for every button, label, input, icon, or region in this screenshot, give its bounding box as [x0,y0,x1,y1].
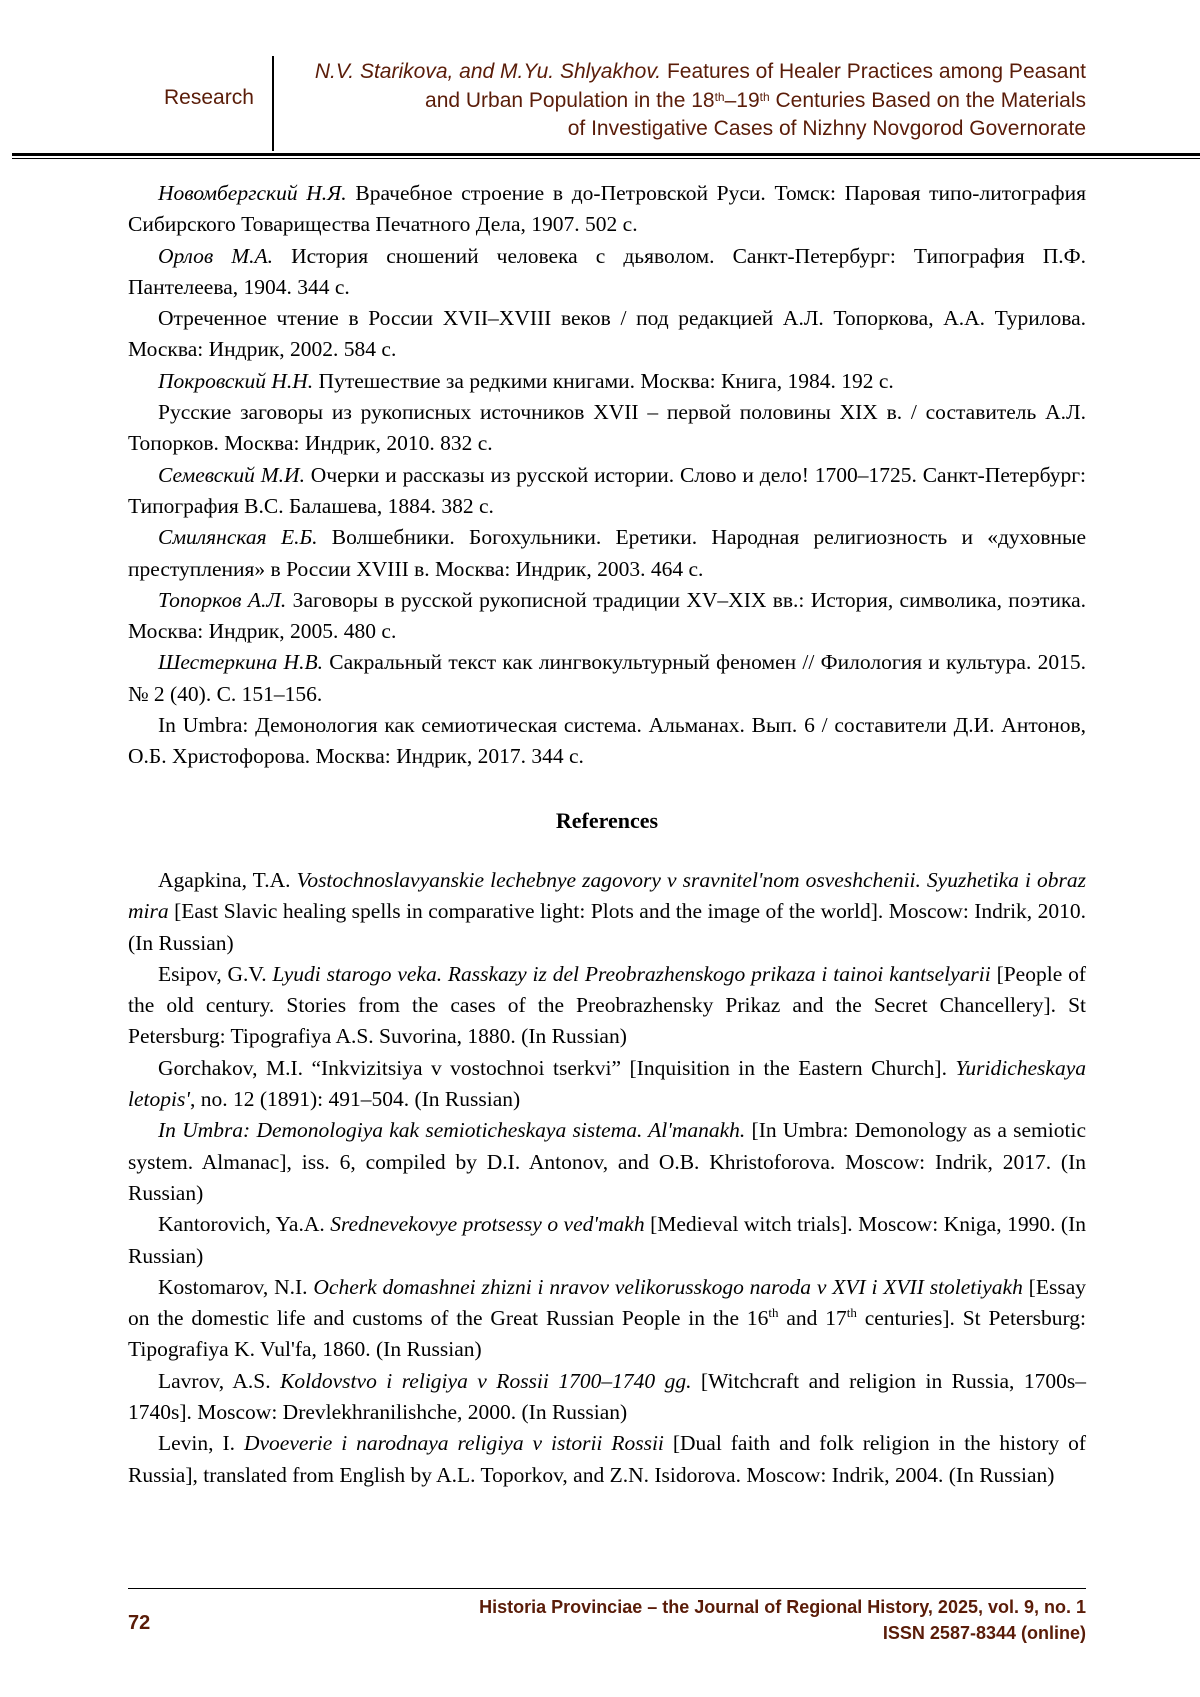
reference-title: Srednevekovye protsessy o ved'makh [330,1212,645,1237]
reference-author: Esipov, G.V. [158,961,273,986]
reference-details: [Dual faith and folk religion in the history of Russia], translated from English by A.L. Toporkov, and Z.N. Isidorova. Moscow: Indrik, 2004. (In Russian) [128,1431,1086,1487]
page-content [128,178,1086,1491]
reference-author: Kostomarov, N.I. [158,1274,314,1299]
journal-issn: ISSN 2587-8344 (online) [882,1623,1086,1643]
running-title [266,58,1086,144]
reference-details: [Medieval witch trials]. Moscow: Kniga, 1990. (In Russian) [128,1212,1086,1268]
reference-superscript: th [768,1305,779,1321]
running-title-authors: N.V. Starikova, and M.Yu. Shlyakhov. [314,60,662,83]
running-title-line-1 [266,58,1086,87]
reference-title: In Umbra: Demonologiya kak semioticheskaya sistema. Al'manakh. [158,1118,746,1143]
bibliography-entry [128,366,1086,397]
bibliography-entry [128,460,1086,523]
reference-title: Ocherk domashnei zhizni i nravov velikorusskogo naroda v XVI i XVII stoletiyakh [313,1274,1023,1299]
reference-entry [128,1053,1086,1116]
reference-author: Lavrov, A.S. [158,1368,281,1393]
header-rule-thin [12,158,1200,159]
running-title-text-1: Features of Healer Practices among Peasant [661,60,1086,83]
running-title-sup-1: th [714,89,725,104]
bibliography-entry [128,585,1086,648]
bibliography-entry [128,397,1086,460]
bibliography-text: Волшебники. Богохульники. Еретики. Народная религиозность и «духовные преступления» в России XVIII в. Москва: Индрик, 2003. 464 с. [128,525,1086,581]
reference-entry [128,959,1086,1053]
reference-author: Kantorovich, Ya.A. [158,1212,331,1237]
header-rule-thick [12,153,1200,156]
reference-author: Levin, I. [158,1431,244,1456]
reference-details: [People of the old century. Stories from the cases of the Preobrazhensky Prikaz and the Secret Chancellery]. St Petersburg: Tipografiya A.S. Suvorina, 1880. (In Russian) [128,961,1086,1049]
page-number: 72 [128,1612,151,1634]
reference-details: [East Slavic healing spells in comparative light: Plots and the image of the world]. Moscow: Indrik, 2010. (In Russian) [128,899,1086,955]
reference-details: [Witchcraft and religion in Russia, 1700s–1740s]. Moscow: Drevlekhranilishche, 2000. (In Russian) [128,1368,1086,1424]
bibliography-text: История сношений человека с дьяволом. Санкт-Петербург: Типография П.Ф. Пантелеева, 1904. 344 с. [128,243,1086,299]
running-title-line-2 [266,87,1086,116]
bibliography-entry [128,303,1086,366]
bibliography-author: Топорков А.Л. [158,587,287,612]
bibliography-text: Сакральный текст как лингвокультурный феномен // Филология и культура. 2015. № 2 (40). С. 151–156. [128,650,1086,706]
reference-superscript: th [846,1305,857,1321]
running-title-text-2a: and Urban Population in the 18 [425,88,715,112]
bibliography-text: Врачебное строение в до-Петровской Руси. Томск: Паровая типо-литография Сибирского Товарищества Печатного Дела, 1907. 502 с. [128,181,1087,237]
reference-entry [128,1428,1086,1491]
reference-entry [128,1209,1086,1272]
bibliography-text: Заговоры в русской рукописной традиции XV–XIX вв.: История, символика, поэтика. Москва: Индрик, 2005. 480 с. [128,587,1086,644]
bibliography-text: Русские заговоры из рукописных источников XVII – первой половины XIX в. / составитель А.Л. Топорков. Москва: Индрик, 2010. 832 с. [128,400,1086,456]
running-title-sup-2: th [759,89,770,104]
running-title-line-3: of Investigative Cases of Nizhny Novgorod Governorate [567,117,1086,140]
bibliography-list [128,178,1086,773]
bibliography-entry [128,647,1086,710]
references-list [128,865,1086,1491]
bibliography-entry [128,241,1086,304]
reference-details: centuries]. St Petersburg: Tipografiya K. Vul'fa, 1860. (In Russian) [128,1306,1086,1362]
reference-entry [128,865,1086,959]
reference-details: [In Umbra: Demonology as a semiotic system. Almanac], iss. 6, compiled by D.I. Antonov, and O.B. Khristoforova. Moscow: Indrik, 2017. (In Russian) [128,1118,1086,1205]
reference-title: Vostochnoslavyanskie lechebnye zagovory v sravnitel'nom osveshchenii. Syuzhetika i obraz mira [128,867,1086,924]
bibliography-text: Отреченное чтение в России XVII–XVIII веков / под редакцией А.Л. Топоркова, А.А. Турилова. Москва: Индрик, 2002. 584 с. [128,306,1086,362]
bibliography-text: Очерки и рассказы из русской истории. Слово и дело! 1700–1725. Санкт-Петербург: Типография В.С. Балашева, 1884. 382 с. [128,462,1086,518]
bibliography-text: Путешествие за редкими книгами. Москва: Книга, 1984. 192 с. [313,368,894,393]
reference-title: Koldovstvo i religiya v Rossii 1700–1740 gg. [280,1368,692,1393]
reference-title: Lyudi starogo veka. Rasskazy iz del Preobrazhenskogo prikaza i tainoi kantselyarii [272,961,991,986]
bibliography-author: Смилянская Е.Б. [158,525,318,550]
reference-author: Gorchakov, M.I. “Inkvizitsiya v vostochnoi tserkvi” [Inquisition in the Eastern Church]. [158,1055,956,1080]
running-title-text-2b: –19 [724,88,760,112]
footer-rule [128,1588,1086,1589]
journal-info [479,1594,1086,1646]
bibliography-author: Семевский М.И. [158,462,305,487]
reference-entry [128,1272,1086,1366]
running-title-text-2c: Centuries Based on the Materials [769,88,1086,112]
bibliography-author: Шестеркина Н.В. [158,650,323,675]
reference-entry [128,1366,1086,1429]
bibliography-entry [128,522,1086,585]
references-heading: References [555,807,659,833]
reference-details: , no. 12 (1891): 491–504. (In Russian) [189,1087,521,1112]
bibliography-text: In Umbra: Демонология как семиотическая система. Альманах. Вып. 6 / составители Д.И. Антонов, О.Б. Христофорова. Москва: Индрик, 2017. 344 с. [128,713,1086,769]
bibliography-entry [128,710,1086,773]
section-label: Research [164,86,254,109]
reference-author: Agapkina, T.A. [158,867,297,892]
bibliography-entry [128,178,1086,241]
reference-details: [Essay on the domestic life and customs of the Great Russian People in the 16 [128,1274,1086,1331]
reference-details: and 17 [778,1306,847,1331]
reference-journal: Yuridicheskaya letopis' [128,1055,1086,1112]
journal-citation: Historia Provinciae – the Journal of Regional History, 2025, vol. 9, no. 1 [479,1597,1086,1617]
bibliography-author: Орлов М.А. [158,243,274,268]
reference-entry [128,1115,1086,1209]
bibliography-author: Покровский Н.Н. [158,368,314,393]
bibliography-author: Новомбергский Н.Я. [158,181,347,205]
reference-title: Dvoeverie i narodnaya religiya v istorii Rossii [243,1431,664,1456]
